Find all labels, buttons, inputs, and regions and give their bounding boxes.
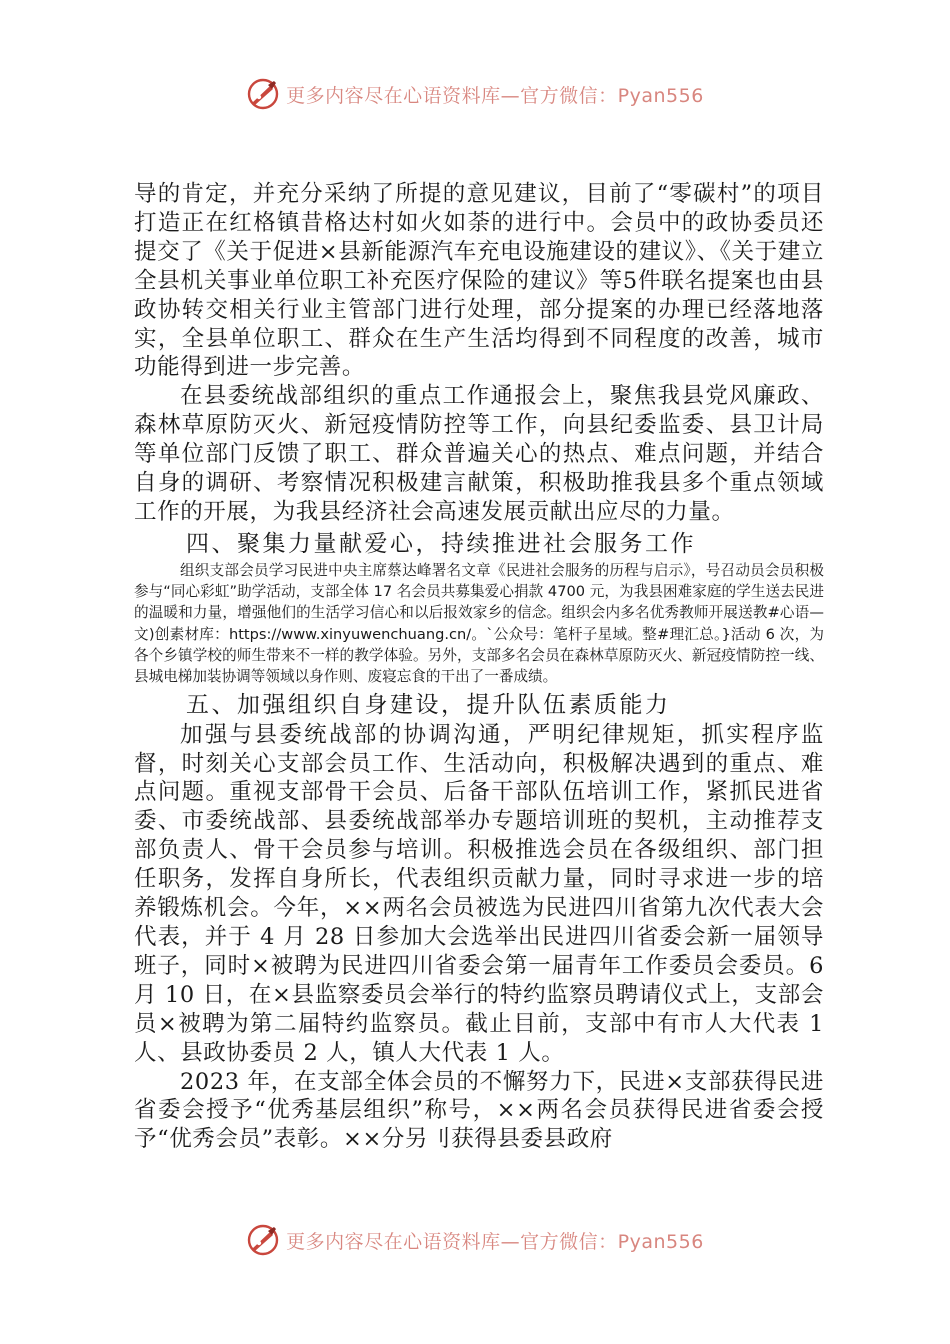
footer-watermark [0, 1220, 950, 1260]
paragraph-3: 组织支部会员学习民进中央主席蔡达峰署名文章《民进社会服务的历程与启示》，号召动员会员积极参与“同心彩虹”助学活动，支部全体 17 名会员共募集爱心捐款 4700 元，为我县困难家庭的学生送去民进的温暖和力量，增强他们的生活学习信心和以后报效家乡的信念。组织会内多名优秀教师开展送教#心语—文)创素材库：https://www.xinyuwenchuang.cn/。`公众号：笔杆子星域。整#理汇总。}活动 6 次，为各个乡镇学校的师生带来不一样的教学体验。另外，支部多名会员在森林草原防灭火、新冠疫情防控一线、县城电梯加装协调等领域以身作则、废寝忘食的干出了一番成绩。 [134, 561, 824, 686]
paragraph-4: 加强与县委统战部的协调沟通，严明纪律规矩，抓实程序监督，时刻关心支部会员工作、生活动向，积极解决遇到的重点、难点问题。重视支部骨干会员、后备干部队伍培训工作，紧抓民进省委、市委统战部、县委统战部举办专题培训班的契机，主动推荐支部负责人、骨干会员参与培训。积极推选会员在各级组织、部门担任职务，发挥自身所长，代表组织贡献力量，同时寻求进一步的培养锻炼机会。今年，××两名会员被选为民进四川省第九次代表大会代表，并于 4 月 28 日参加大会选举出民进四川省委会新一届领导班子，同时×被聘为民进四川省委会第一届青年工作委员会委员。6 月 10 日，在×县监察委员会举行的特约监察员聘请仪式上，支部会员×被聘为第二届特约监察员。截止目前，支部中有市人大代表 1 人、县政协委员 2 人，镇人大代表 1 人。 [134, 721, 824, 1066]
pen-logo-icon [246, 1223, 280, 1257]
pen-logo-icon [246, 77, 280, 111]
paragraph-5: 2023 年，在支部全体会员的不懈努力下，民进×支部获得民进省委会授予“优秀基层组织”称号，××两名会员获得民进省委会授予“优秀会员”表彰。××分另刂获得县委县政府 [134, 1068, 824, 1153]
paragraph-2: 在县委统战部组织的重点工作通报会上，聚焦我县党风廉政、森林草原防灭火、新冠疫情防控等工作，向县纪委监委、县卫计局等单位部门反馈了职工、群众普遍关心的热点、难点问题，并结合自身的调研、考察情况积极建言献策，积极助推我县多个重点领域工作的开展，为我县经济社会高速发展贡献出应尽的力量。 [134, 383, 824, 525]
header-watermark [0, 74, 950, 114]
paragraph-1: 导的肯定，并充分采纳了所提的意见建议，目前了“零碳村”的项目打造正在红格镇昔格达村如火如荼的进行中。会员中的政协委员还提交了《关于促进×县新能源汽车充电设施建设的建议》、《关于建立全县机关事业单位职工补充医疗保险的建议》等5件联名提案也由县政协转交相关行业主管部门进行处理，部分提案的办理已经落地落实，全县单位职工、群众在生产生活均得到不同程度的改善，城市功能得到进一步完善。 [134, 181, 824, 381]
section-heading-4: 四、聚集力量献爱心，持续推进社会服务工作 [186, 530, 696, 557]
watermark-text: 更多内容尽在心语资料库—官方微信：Pyan556 [286, 1230, 704, 1253]
document-body [134, 180, 824, 1154]
watermark-text: 更多内容尽在心语资料库—官方微信：Pyan556 [286, 84, 704, 107]
section-heading-5: 五、加强组织自身建设，提升队伍素质能力 [186, 691, 671, 718]
